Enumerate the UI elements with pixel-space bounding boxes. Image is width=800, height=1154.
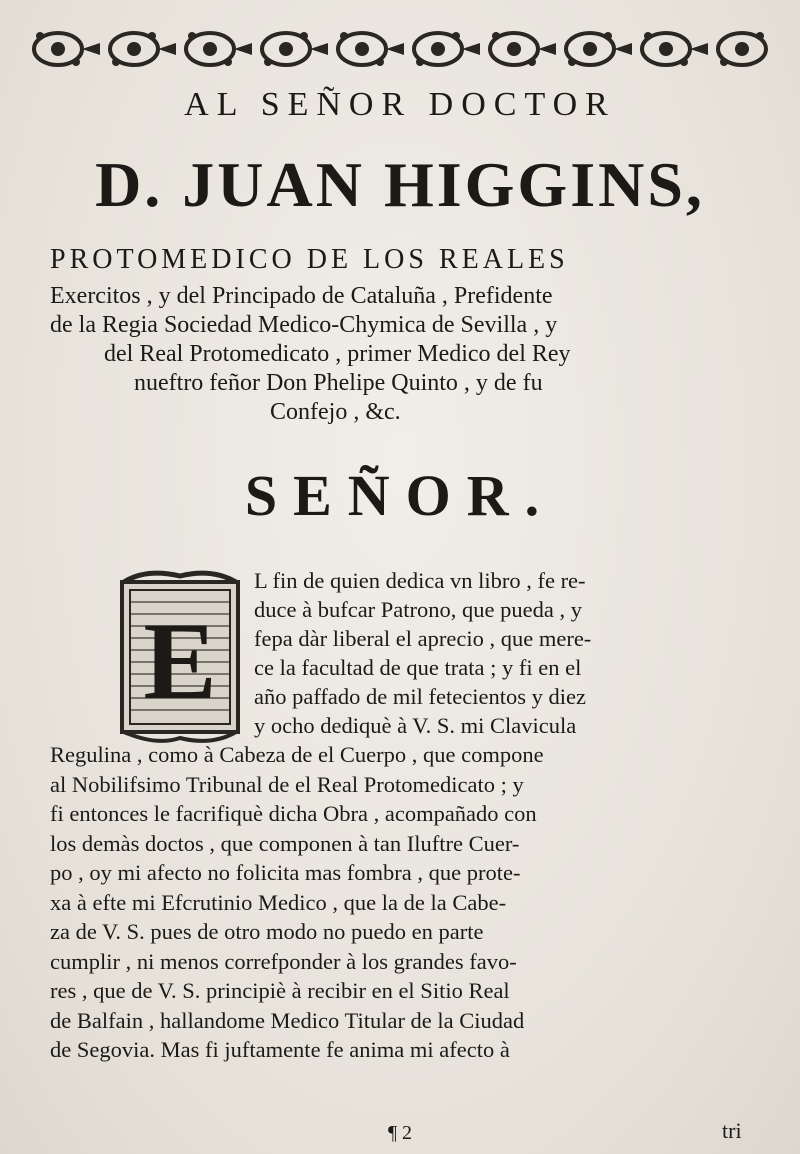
body-line: fepa dàr liberal el aprecio , que mere- <box>254 626 592 651</box>
initial-letter: E <box>143 600 217 722</box>
body-line: L fin de quien dedica vn libro , fe re- <box>254 568 586 593</box>
dedicatee-offices <box>50 282 770 427</box>
body-line: cumplir , ni menos correfponder à los grandes favo- <box>50 948 517 974</box>
body-line: ce la facultad de que trata ; y fi en el <box>254 655 582 680</box>
decorated-initial-icon <box>116 568 244 748</box>
body-line: xa à efte mi Efcrutinio Medico , que la de la Cabe- <box>50 889 507 915</box>
offices-line: de la Regia Sociedad Medico-Chymica de Sevilla , y <box>50 312 558 338</box>
signature-mark: ¶ 2 <box>387 1122 413 1144</box>
catchword: tri <box>722 1118 742 1143</box>
dedicatee-title: PROTOMEDICO DE LOS REALES <box>50 244 569 275</box>
offices-line: Confejo , &c. <box>270 399 401 425</box>
ornament-unit <box>34 32 100 66</box>
body-line: po , oy mi afecto no folicita mas fombra , que prote- <box>50 860 521 885</box>
body-line: res , que de V. S. principiè à recibir en el Sitio Real <box>50 978 510 1003</box>
dedicatee-name: D. JUAN HIGGINS, <box>95 149 705 220</box>
ornament-band <box>28 18 798 80</box>
body-line: de Segovia. Mas fi juftamente fe anima mi afecto à <box>50 1037 510 1062</box>
body-line: al Nobilifsimo Tribunal de el Real Protomedicato ; y <box>50 771 524 797</box>
floral-ornament-icon <box>28 18 798 80</box>
body-first-block <box>254 566 774 740</box>
offices-line: del Real Protomedicato , primer Medico del Rey <box>104 341 571 367</box>
dedication-to: AL SEÑOR DOCTOR <box>184 86 616 123</box>
body-line: año paffado de mil fetecientos y diez <box>254 684 586 709</box>
body-line: Regulina , como à Cabeza de el Cuerpo , que compone <box>50 742 544 767</box>
body-line: y ocho dediquè à V. S. mi Clavicula <box>254 713 577 738</box>
offices-line: Exercitos , y del Principado de Cataluña , Prefidente <box>50 283 553 309</box>
body-line: duce à bufcar Patrono, que pueda , y <box>254 597 582 622</box>
offices-line: nueftro feñor Don Phelipe Quinto , y de fu <box>134 370 543 396</box>
salutation: SEÑOR. <box>244 463 556 528</box>
body-line: fi entonces le facrifiquè dicha Obra , acompañado con <box>50 801 537 826</box>
body-rest-block <box>50 740 780 1065</box>
body-line: de Balfain , hallandome Medico Titular de la Ciudad <box>50 1007 525 1033</box>
body-line: los demàs doctos , que componen à tan Iluftre Cuer- <box>50 830 520 856</box>
body-line: za de V. S. pues de otro modo no puedo en parte <box>50 919 484 944</box>
